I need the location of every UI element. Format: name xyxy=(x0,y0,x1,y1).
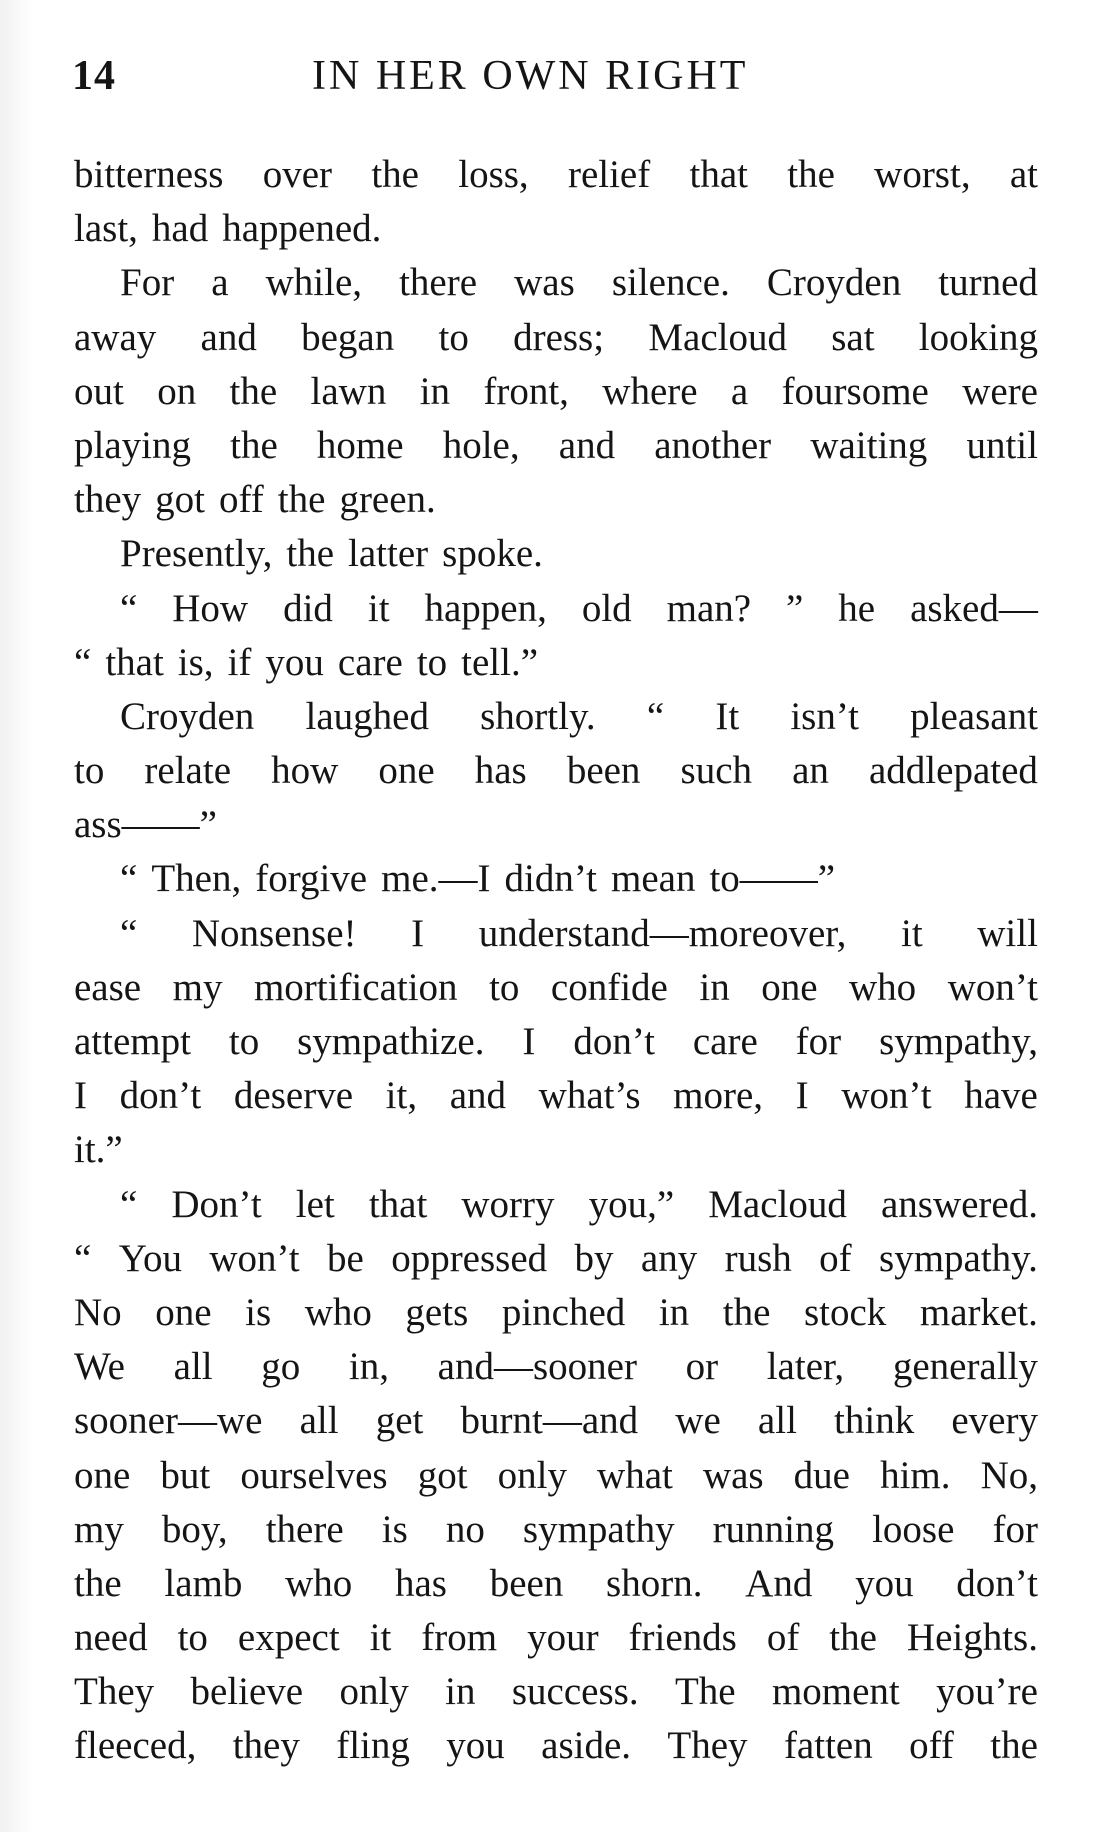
word: attempt xyxy=(74,1020,191,1063)
text-line xyxy=(74,690,1038,744)
word: me.—I xyxy=(381,857,491,901)
word: For xyxy=(120,261,175,305)
word: all xyxy=(757,1399,797,1443)
word: in xyxy=(699,965,730,1009)
word: tell.” xyxy=(461,640,539,684)
word: isn’t xyxy=(790,694,859,738)
word: we xyxy=(675,1399,721,1443)
text-line xyxy=(74,365,1038,419)
word: a xyxy=(211,261,229,305)
word: they xyxy=(232,1724,300,1768)
word: deserve xyxy=(233,1074,354,1118)
word: to xyxy=(74,749,105,793)
text-line xyxy=(74,1719,1038,1773)
word: sympathize. xyxy=(297,1020,485,1063)
word: Presently, xyxy=(120,532,273,576)
word: No, xyxy=(980,1453,1038,1497)
word: the xyxy=(229,369,278,413)
word: It xyxy=(715,694,740,738)
page-number: 14 xyxy=(72,53,116,99)
word: won’t xyxy=(841,1074,932,1118)
word: mean xyxy=(610,857,696,901)
word: Then, xyxy=(151,857,242,901)
word: to xyxy=(416,640,448,684)
word: a xyxy=(730,369,749,413)
word: the xyxy=(787,153,835,196)
word: boy, xyxy=(161,1507,228,1551)
word: Croyden xyxy=(120,694,255,738)
word: “ xyxy=(120,1182,138,1226)
word: foursome xyxy=(781,369,929,413)
text-line xyxy=(74,1123,1038,1177)
word: only xyxy=(497,1453,567,1497)
word: loss, xyxy=(458,153,529,196)
word: another xyxy=(654,423,772,467)
word: only xyxy=(339,1670,409,1714)
word: and xyxy=(558,423,616,467)
word: ass——” xyxy=(74,803,217,847)
word: Nonsense! xyxy=(191,911,357,955)
word: were xyxy=(962,369,1038,413)
word: don’t xyxy=(573,1020,655,1063)
word: your xyxy=(527,1616,599,1660)
word: one xyxy=(761,965,818,1009)
word: in xyxy=(445,1670,476,1714)
word: worry xyxy=(461,1182,555,1226)
word: go xyxy=(261,1345,301,1389)
word: any xyxy=(640,1236,698,1280)
word: how xyxy=(271,749,339,793)
word: didn’t xyxy=(504,857,597,901)
word: No xyxy=(74,1290,122,1334)
word: you’re xyxy=(936,1670,1038,1714)
text-line xyxy=(74,1340,1038,1394)
word: no xyxy=(445,1507,485,1551)
word: asked— xyxy=(910,586,1038,630)
word: They xyxy=(74,1670,155,1714)
word: got xyxy=(155,478,205,522)
word: I xyxy=(522,1020,536,1063)
word: sooner—we xyxy=(74,1399,263,1443)
word: was xyxy=(702,1453,764,1497)
word: aside. xyxy=(541,1724,632,1768)
word: Don’t xyxy=(171,1182,262,1226)
word: turned xyxy=(938,261,1038,305)
word: but xyxy=(160,1453,211,1497)
word: front, xyxy=(483,369,569,413)
word: in, xyxy=(348,1345,389,1389)
word: “ xyxy=(74,640,92,684)
word: laughed xyxy=(305,694,429,738)
word: one xyxy=(378,749,435,793)
word: my xyxy=(172,965,223,1009)
word: Macloud xyxy=(648,315,787,359)
word: or xyxy=(685,1345,719,1389)
word: They xyxy=(667,1724,748,1768)
word: in xyxy=(658,1290,690,1334)
word: shorn. xyxy=(606,1561,703,1605)
text-line xyxy=(74,1611,1038,1665)
word: you xyxy=(855,1561,914,1605)
text-line xyxy=(74,1232,1038,1286)
word: spoke. xyxy=(442,532,543,576)
word: green. xyxy=(339,478,436,522)
text-line xyxy=(74,852,1038,906)
word: him. xyxy=(880,1453,951,1497)
word: off xyxy=(219,478,264,522)
word: what xyxy=(597,1453,673,1497)
text-line xyxy=(74,1015,1038,1069)
word: happened. xyxy=(222,207,382,251)
word: to xyxy=(177,1616,208,1660)
word: won’t xyxy=(209,1236,300,1280)
word: sympathy. xyxy=(879,1236,1038,1280)
text-line xyxy=(74,582,1038,636)
word: stock xyxy=(803,1290,887,1334)
word: understand—moreover, xyxy=(478,911,847,955)
word: did xyxy=(283,586,333,630)
text-line xyxy=(74,473,1038,527)
word: was xyxy=(514,261,575,305)
word: think xyxy=(834,1399,915,1443)
word: who xyxy=(304,1290,372,1334)
text-line xyxy=(74,961,1038,1015)
word: generally xyxy=(892,1345,1038,1389)
word: they xyxy=(74,478,142,522)
text-line xyxy=(74,256,1038,310)
word: is, xyxy=(177,640,214,684)
word: it xyxy=(901,911,923,955)
word: old xyxy=(581,586,632,630)
word: will xyxy=(977,911,1038,955)
word: it xyxy=(369,1616,392,1660)
word: home xyxy=(316,423,404,467)
word: “ xyxy=(120,857,138,901)
word: addlepated xyxy=(868,749,1038,793)
word: mortification xyxy=(253,965,458,1009)
word: “ xyxy=(120,586,138,630)
text-line xyxy=(74,1665,1038,1719)
word: gets xyxy=(405,1290,469,1334)
word: has xyxy=(394,1561,447,1605)
word: it xyxy=(367,586,390,630)
word: off xyxy=(909,1724,954,1768)
word: fling xyxy=(336,1724,410,1768)
word: relate xyxy=(144,749,232,793)
word: that xyxy=(689,153,748,196)
word: How xyxy=(172,586,249,630)
word: you xyxy=(446,1724,505,1768)
text-line xyxy=(74,202,1038,256)
word: care xyxy=(692,1020,758,1063)
word: of xyxy=(819,1236,852,1280)
word: running xyxy=(712,1507,834,1551)
word: worst, xyxy=(874,153,971,196)
word: You xyxy=(118,1236,182,1280)
word: to xyxy=(489,965,520,1009)
word: he xyxy=(838,586,876,630)
word: I xyxy=(74,1074,87,1118)
word: and xyxy=(449,1074,507,1118)
word: is xyxy=(381,1507,408,1551)
word: due xyxy=(793,1453,850,1497)
word: sat xyxy=(831,315,875,359)
word: success. xyxy=(511,1670,639,1714)
word: dress; xyxy=(513,315,605,359)
word: playing xyxy=(74,423,191,467)
word: an xyxy=(792,749,829,793)
word: the xyxy=(722,1290,771,1334)
word: hole, xyxy=(442,423,520,467)
word: that xyxy=(105,640,164,684)
word: don’t xyxy=(119,1074,202,1118)
word: need xyxy=(74,1616,148,1660)
word: Macloud xyxy=(708,1182,847,1226)
word: rush xyxy=(724,1236,792,1280)
word: all xyxy=(299,1399,339,1443)
word: it.” xyxy=(74,1128,123,1172)
word: by xyxy=(574,1236,614,1280)
word: ” xyxy=(786,586,804,630)
word: relief xyxy=(567,153,651,196)
text-line xyxy=(74,419,1038,473)
word: every xyxy=(951,1399,1038,1443)
word: you xyxy=(265,640,324,684)
word: pleasant xyxy=(910,694,1038,738)
word: got xyxy=(417,1453,468,1497)
word: has xyxy=(474,749,527,793)
running-title: IN HER OWN RIGHT xyxy=(312,53,749,99)
word: answered. xyxy=(880,1182,1038,1226)
text-line xyxy=(74,907,1038,961)
word: man? xyxy=(666,586,752,630)
word: forgive xyxy=(255,857,368,901)
word: who xyxy=(849,965,917,1009)
word: market. xyxy=(919,1290,1038,1334)
word: believe xyxy=(190,1670,304,1714)
word: to xyxy=(438,315,469,359)
word: looking xyxy=(918,315,1038,359)
word: “ xyxy=(646,694,665,738)
word: oppressed xyxy=(391,1236,548,1280)
word: I xyxy=(795,1074,809,1118)
word: last, xyxy=(74,207,138,251)
word: expect xyxy=(237,1616,340,1660)
word: care xyxy=(337,640,403,684)
word: is xyxy=(245,1290,272,1334)
word: lamb xyxy=(164,1561,243,1605)
text-line xyxy=(74,798,1038,852)
word: ourselves xyxy=(240,1453,388,1497)
word: such xyxy=(680,749,753,793)
word: friends xyxy=(628,1616,737,1660)
word: burnt—and xyxy=(460,1399,639,1443)
word: in xyxy=(419,369,451,413)
word: there xyxy=(399,261,478,305)
word: at xyxy=(1009,153,1038,196)
word: the xyxy=(277,478,326,522)
word: won’t xyxy=(947,965,1038,1009)
text-line xyxy=(74,1394,1038,1448)
running-head xyxy=(72,52,1040,112)
word: it, xyxy=(385,1074,418,1118)
word: that xyxy=(368,1182,428,1226)
word: one xyxy=(155,1290,212,1334)
word: fleeced, xyxy=(74,1724,197,1768)
word: until xyxy=(966,423,1038,467)
word: Croyden xyxy=(766,261,902,305)
word: sympathy, xyxy=(879,1020,1038,1063)
word: away xyxy=(74,315,157,359)
word: the xyxy=(990,1724,1038,1768)
word: the xyxy=(230,423,278,467)
word: waiting xyxy=(810,423,928,467)
word: ease xyxy=(74,965,142,1009)
word: shortly. xyxy=(480,694,596,738)
word: “ xyxy=(74,1236,92,1280)
word: Heights. xyxy=(906,1616,1038,1660)
word: silence. xyxy=(611,261,730,305)
word: be xyxy=(327,1236,364,1280)
text-line xyxy=(74,148,1038,202)
word: “ xyxy=(120,911,138,955)
word: to xyxy=(228,1020,260,1063)
text-line xyxy=(74,527,1038,581)
word: of xyxy=(766,1616,800,1660)
word: pinched xyxy=(501,1290,626,1334)
body-text xyxy=(74,148,1038,1774)
word: out xyxy=(74,369,124,413)
page-gutter-shadow xyxy=(0,0,34,1832)
word: there xyxy=(265,1507,344,1551)
text-line xyxy=(74,1503,1038,1557)
word: while, xyxy=(265,261,363,305)
word: to——” xyxy=(709,857,836,901)
word: don’t xyxy=(956,1561,1038,1605)
word: And xyxy=(745,1561,813,1605)
word: latter xyxy=(348,532,429,576)
text-line xyxy=(74,1178,1038,1232)
word: what’s xyxy=(538,1074,641,1118)
word: moment xyxy=(771,1670,900,1714)
word: where xyxy=(602,369,698,413)
word: bitterness xyxy=(74,153,224,196)
text-line xyxy=(74,311,1038,365)
word: and xyxy=(200,315,257,359)
word: on xyxy=(157,369,197,413)
word: the xyxy=(371,153,419,196)
word: over xyxy=(262,153,333,196)
word: began xyxy=(301,315,395,359)
text-line xyxy=(74,1286,1038,1340)
word: the xyxy=(829,1616,877,1660)
word: confide xyxy=(550,965,668,1009)
text-line xyxy=(74,1557,1038,1611)
word: The xyxy=(674,1670,736,1714)
word: been xyxy=(566,749,641,793)
word: had xyxy=(151,207,209,251)
word: We xyxy=(74,1345,125,1389)
word: all xyxy=(173,1345,213,1389)
word: happen, xyxy=(424,586,547,630)
word: fatten xyxy=(783,1724,873,1768)
word: sympathy xyxy=(522,1507,675,1551)
text-line xyxy=(74,636,1038,690)
word: loose xyxy=(872,1507,955,1551)
word: who xyxy=(285,1561,353,1605)
word: for xyxy=(795,1020,842,1063)
word: have xyxy=(964,1074,1038,1118)
word: if xyxy=(227,640,252,684)
text-line xyxy=(74,1449,1038,1503)
word: more, xyxy=(673,1074,764,1118)
word: my xyxy=(74,1507,124,1551)
word: one xyxy=(74,1453,131,1497)
word: for xyxy=(992,1507,1038,1551)
word: from xyxy=(421,1616,498,1660)
word: and—sooner xyxy=(437,1345,637,1389)
word: let xyxy=(295,1182,335,1226)
word: lawn xyxy=(310,369,387,413)
word: you,” xyxy=(588,1182,675,1226)
text-line xyxy=(74,1069,1038,1123)
word: the xyxy=(74,1561,122,1605)
word: later, xyxy=(766,1345,845,1389)
word: been xyxy=(489,1561,564,1605)
word: get xyxy=(375,1399,424,1443)
word: I xyxy=(411,911,425,955)
word: the xyxy=(286,532,335,576)
text-line xyxy=(74,744,1038,798)
